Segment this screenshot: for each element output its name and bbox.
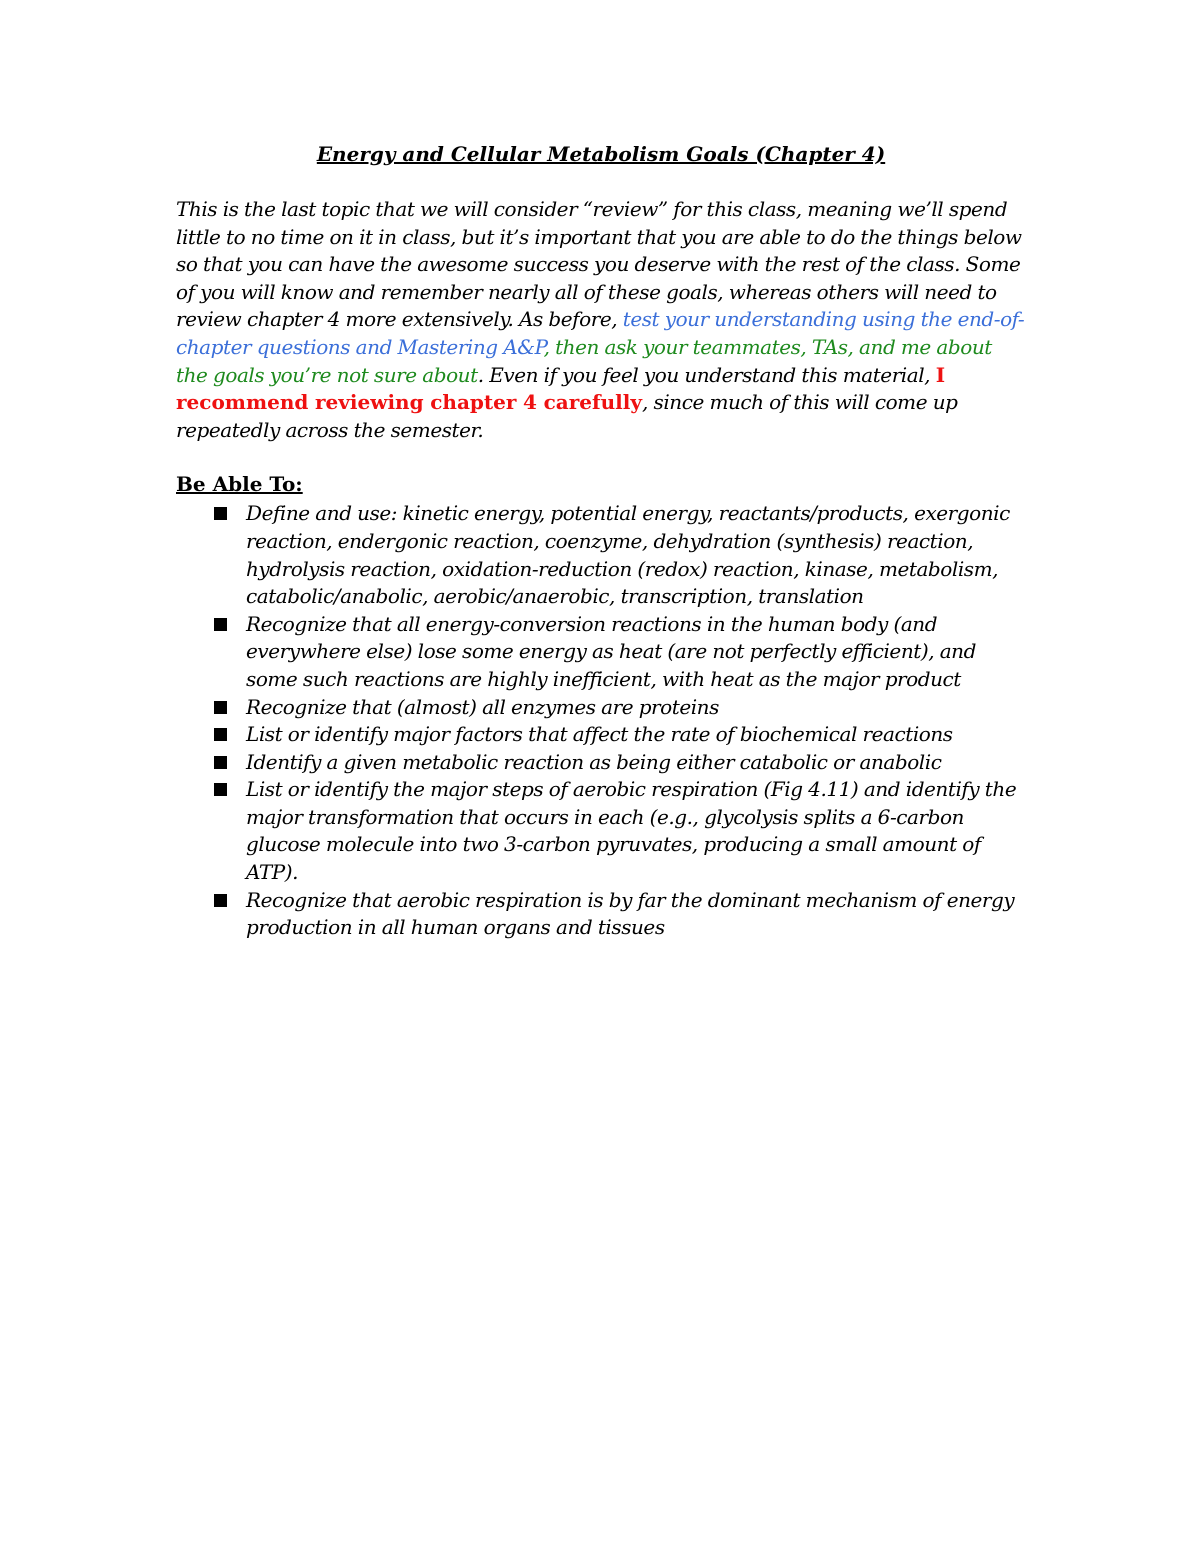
square-bullet-icon	[214, 756, 227, 769]
list-item	[176, 721, 1026, 749]
square-bullet-icon	[214, 783, 227, 796]
section-heading: Be Able To:	[176, 472, 303, 497]
list-item	[176, 887, 1026, 942]
intro-paragraph	[176, 196, 1026, 444]
goal-text: Identify a given metabolic reaction as being either catabolic or anabolic	[246, 749, 942, 774]
square-bullet-icon	[214, 894, 227, 907]
square-bullet-icon	[214, 728, 227, 741]
intro-separator: ,	[543, 334, 556, 359]
intro-text-2: . Even if you feel you understand this material,	[477, 362, 936, 387]
goals-list	[176, 500, 1026, 942]
list-item	[176, 611, 1026, 694]
intro-blue-highlight: test your understanding using the end-of-chapter questions and Mastering A&P	[176, 307, 1025, 359]
goal-text: List or identify major factors that affect the rate of biochemical reactions	[246, 722, 953, 747]
list-item	[176, 694, 1026, 722]
list-item	[176, 776, 1026, 886]
goal-text: Recognize that all energy-conversion reactions in the human body (and everywhere else) lose some energy as heat (are not perfectly efficient), and some such reactions are highly inefficient, with heat as the major product	[246, 611, 976, 691]
goal-text: Define and use: kinetic energy, potential energy, reactants/products, exergonic reaction, endergonic reaction, coenzyme, dehydration (synthesis) reaction, hydrolysis reaction, oxidation-reduction (redox) reaction, kinase, metabolism, catabolic/anabolic, aerobic/anaerobic, transcription, translation	[246, 501, 1010, 609]
intro-red-emphasis: I recommend reviewing chapter 4 carefully	[176, 362, 946, 415]
intro-text-3: , since much of this will come up repeatedly across the semester.	[176, 390, 958, 442]
square-bullet-icon	[214, 507, 227, 520]
intro-green-highlight: then ask your teammates, TAs, and me about the goals you’re not sure about	[176, 334, 992, 387]
document-title: Energy and Cellular Metabolism Goals (Chapter 4)	[316, 142, 886, 166]
intro-text-1: This is the last topic that we will consider “review” for this class, meaning we’ll spend little to no time on it in class, but it’s important that you are able to do the things below so that you can have the awesome success you deserve with the rest of the class. Some of you will know and remember nearly all of these goals, whereas others will need to review chapter 4 more extensively. As before,	[176, 197, 1022, 332]
square-bullet-icon	[214, 701, 227, 714]
goal-text: List or identify the major steps of aerobic respiration (Fig 4.11) and identify the major transformation that occurs in each (e.g., glycolysis splits a 6-carbon glucose molecule into two 3-carbon pyruvates, producing a small amount of ATP).	[246, 777, 1017, 885]
list-item	[176, 500, 1026, 610]
goal-text: Recognize that aerobic respiration is by far the dominant mechanism of energy production in all human organs and tissues	[246, 887, 1015, 940]
document-page	[176, 140, 1026, 942]
list-item	[176, 749, 1026, 777]
goal-text: Recognize that (almost) all enzymes are proteins	[246, 694, 719, 719]
square-bullet-icon	[214, 618, 227, 631]
